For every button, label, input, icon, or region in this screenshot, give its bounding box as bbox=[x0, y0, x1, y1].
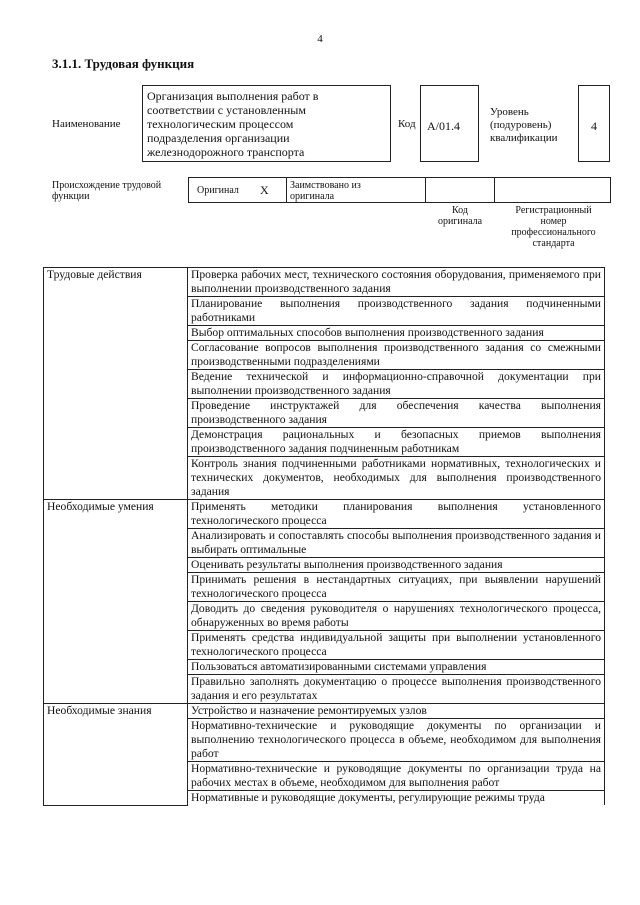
section-label-labor-actions: Трудовые действия bbox=[44, 268, 188, 500]
origin-divider bbox=[286, 178, 287, 202]
function-name-line: соответствии с установленным bbox=[147, 103, 306, 117]
original-mark: X bbox=[260, 183, 269, 197]
code-value: A/01.4 bbox=[427, 119, 460, 133]
borrowed-label-line: оригинала bbox=[290, 191, 335, 202]
function-name-line: подразделения организации bbox=[147, 131, 290, 145]
function-name-line: технологическим процессом bbox=[147, 117, 294, 131]
table-cell-item: Выбор оптимальных способов выполнения производственного задания bbox=[188, 326, 605, 341]
table-cell-item: Планирование выполнения производственного задания подчиненными работниками bbox=[188, 297, 605, 326]
name-label: Наименование bbox=[52, 118, 121, 130]
code-original-line: Код bbox=[452, 205, 468, 216]
code-original-line: оригинала bbox=[437, 216, 483, 227]
table-row bbox=[44, 500, 605, 529]
level-label bbox=[490, 106, 557, 145]
table-cell-item: Анализировать и сопоставлять способы выполнения производственного задания и выбирать оптимальные bbox=[188, 529, 605, 558]
section-title: 3.1.1. Трудовая функция bbox=[52, 56, 195, 71]
table-cell-item: Применять методики планирования выполнения установленного технологического процесса bbox=[188, 500, 605, 529]
table-cell-item: Ведение технической и информационно-справочной документации при выполнении производственного задания bbox=[188, 370, 605, 399]
page-number: 4 bbox=[317, 33, 323, 45]
table-cell-item: Применять средства индивидуальной защиты при выполнении установленного технологического процесса bbox=[188, 631, 605, 660]
function-name-line: железнодорожного транспорта bbox=[147, 145, 305, 159]
function-name-box bbox=[142, 85, 391, 162]
code-original-label bbox=[424, 205, 496, 227]
level-value-box bbox=[578, 85, 610, 162]
code-label: Код bbox=[398, 118, 416, 130]
table-cell-item: Принимать решения в нестандартных ситуациях, при выявлении нарушений технологического процесса bbox=[188, 573, 605, 602]
origin-divider bbox=[425, 178, 426, 202]
section-label-required-knowledge: Необходимые знания bbox=[44, 704, 188, 806]
reg-number-line: профессионального bbox=[511, 227, 596, 238]
table-cell-item: Оценивать результаты выполнения производственного задания bbox=[188, 558, 605, 573]
borrowed-label bbox=[290, 180, 361, 202]
reg-number-line: номер bbox=[540, 216, 567, 227]
table-cell-item: Доводить до сведения руководителя о нарушениях технологического процесса, обнаруженных во время работы bbox=[188, 602, 605, 631]
function-name-line: Организация выполнения работ в bbox=[147, 89, 319, 103]
code-value-box bbox=[420, 85, 479, 162]
table-cell-item: Нормативно-технические и руководящие документы по организации и выполнению технологического процесса в объеме, необходимом для выполнения работ bbox=[188, 719, 605, 762]
original-label: Оригинал bbox=[197, 185, 239, 196]
origin-row bbox=[188, 177, 611, 203]
table-cell-item: Нормативные и руководящие документы, регулирующие режимы труда bbox=[188, 791, 605, 806]
reg-number-line: Регистрационный bbox=[515, 205, 592, 216]
table-cell-item: Проведение инструктажей для обеспечения качества выполнения производственного задания bbox=[188, 399, 605, 428]
reg-number-label bbox=[496, 205, 611, 249]
table-cell-item: Устройство и назначение ремонтируемых узлов bbox=[188, 704, 605, 719]
origin-label-line: функции bbox=[52, 191, 90, 202]
level-label-line: Уровень bbox=[490, 106, 529, 118]
origin-label-line: Происхождение трудовой bbox=[52, 180, 162, 191]
table-row bbox=[44, 704, 605, 719]
function-details-table bbox=[43, 267, 605, 806]
table-cell-item: Согласование вопросов выполнения производственного задания со смежными производственными подразделениями bbox=[188, 341, 605, 370]
table-cell-item: Правильно заполнять документацию о процессе выполнения производственного задания и его результатах bbox=[188, 675, 605, 704]
table-cell-item: Проверка рабочих мест, технического состояния оборудования, применяемого при выполнении производственного задания bbox=[188, 268, 605, 297]
table-cell-item: Пользоваться автоматизированными системами управления bbox=[188, 660, 605, 675]
origin-label bbox=[52, 180, 161, 202]
level-value: 4 bbox=[591, 119, 597, 133]
section-label-required-skills: Необходимые умения bbox=[44, 500, 188, 704]
borrowed-label-line: Заимствовано из bbox=[290, 180, 361, 191]
level-label-line: (подуровень) bbox=[490, 119, 552, 131]
level-label-line: квалификации bbox=[490, 132, 558, 144]
table-cell-item: Демонстрация рациональных и безопасных приемов выполнения производственного задания подчиненным работникам bbox=[188, 428, 605, 457]
origin-divider bbox=[494, 178, 495, 202]
table-cell-item: Нормативно-технические и руководящие документы по организации труда на рабочих местах в объеме, необходимом для выполнения работ bbox=[188, 762, 605, 791]
table-cell-item: Контроль знания подчиненными работниками нормативных, технологических и технических документов, необходимых для выполнения производственного задания bbox=[188, 457, 605, 500]
table-row bbox=[44, 268, 605, 297]
reg-number-line: стандарта bbox=[532, 238, 575, 249]
